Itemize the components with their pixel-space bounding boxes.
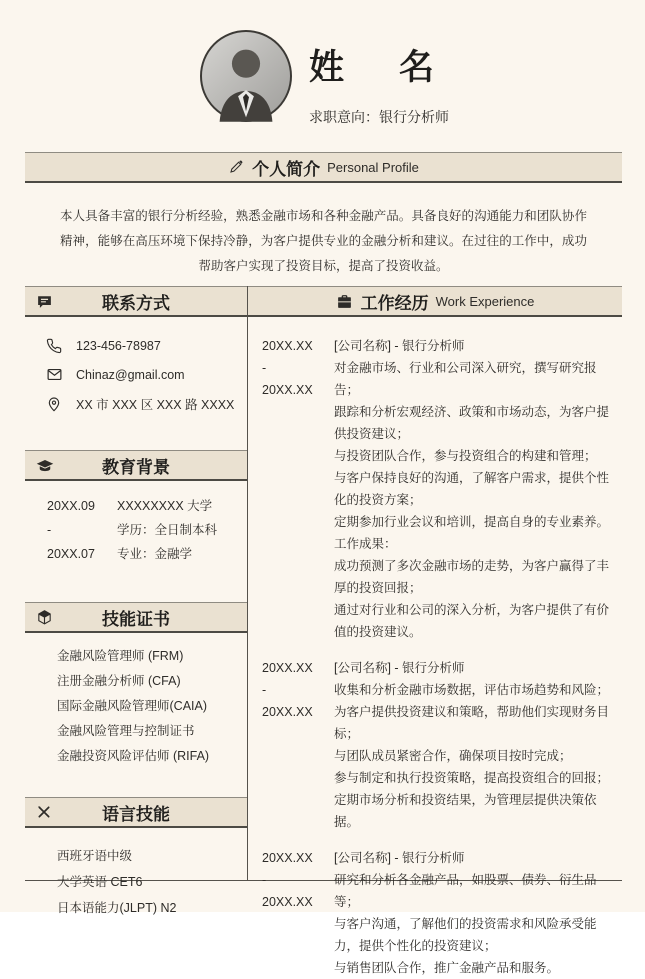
work-duty-line: 对金融市场、行业和公司深入研究，撰写研究报告； [334, 361, 597, 397]
certificate-item: 国际金融风险管理师(CAIA) [57, 699, 208, 713]
contact-row-phone [45, 338, 247, 354]
work-duty-line: 通过对行业和公司的深入分析，为客户提供了有价值的投资建议。 [334, 603, 610, 639]
section-title-en: Personal Profile [327, 159, 419, 175]
education-period-line: - [47, 523, 52, 537]
header [0, 0, 645, 152]
briefcase-icon [336, 293, 353, 310]
graduation-cap-icon [36, 457, 54, 475]
main-columns [25, 286, 622, 975]
contact-row-address [45, 395, 247, 413]
contact-list [25, 317, 247, 438]
section-title: 教育背景 [102, 457, 170, 477]
work-period-line: 20XX.XX [262, 661, 313, 675]
work-period-line: - [262, 683, 267, 697]
work-body [334, 335, 622, 643]
language-item: 大学英语 CET6 [57, 875, 143, 889]
work-period [262, 657, 324, 833]
work-period-line: 20XX.XX [262, 339, 313, 353]
section-certificates-header [25, 602, 247, 633]
language-item: 西班牙语中级 [57, 849, 133, 863]
company-role: [公司名称] - 银行分析师 [334, 661, 465, 675]
right-column [248, 286, 622, 975]
work-entry-1 [262, 335, 622, 643]
work-duty-line: 与客户保持良好的沟通，了解客户需求，提供个性化的投资方案； [334, 471, 610, 507]
work-period-line: 20XX.XX [262, 383, 313, 397]
phone-icon [45, 338, 63, 354]
major: 专业：金融学 [117, 547, 193, 561]
work-duty-line: 跟踪和分析宏观经济、政策和市场动态，为客户提供投资建议； [334, 405, 610, 441]
mail-icon [45, 366, 63, 383]
work-duty-line: 工作成果： [334, 537, 397, 551]
work-duty-line: 收集和分析金融市场数据，评估市场趋势和风险； [334, 683, 610, 697]
work-period-line: 20XX.XX [262, 851, 313, 865]
person-silhouette-icon [202, 32, 290, 120]
pencil-icon [228, 159, 244, 175]
certificate-item: 金融风险管理师 (FRM) [57, 649, 184, 663]
work-duty-line: 为客户提供投资建议和策略，帮助他们实现财务目标； [334, 705, 610, 741]
education-info [117, 494, 217, 566]
work-period-line: 20XX.XX [262, 705, 313, 719]
work-body [334, 847, 622, 979]
section-title: 联系方式 [102, 293, 170, 313]
section-personal-profile-header [25, 152, 622, 183]
section-work-experience-header [248, 286, 622, 317]
work-duty-line: 成功预测了多次金融市场的走势，为客户赢得了丰厚的投资回报； [334, 559, 610, 595]
left-column [25, 286, 248, 915]
language-item: 日本语能力(JLPT) N2 [57, 901, 177, 915]
address: XX 市 XXX 区 XXX 路 XXXX [76, 398, 235, 412]
work-duty-line: 定期参加行业会议和培训，提高自身的专业素养。 [334, 515, 610, 529]
work-period [262, 335, 324, 643]
company-role: [公司名称] - 银行分析师 [334, 851, 465, 865]
phone-number: 123-456-78987 [76, 339, 161, 353]
work-duty-line: 与团队成员紧密合作，确保项目按时完成； [334, 749, 572, 763]
section-contact-header [25, 286, 247, 317]
chat-bubble-icon [36, 293, 53, 310]
work-period-line: - [262, 873, 267, 887]
languages-list [25, 828, 247, 921]
school-name: XXXXXXXX 大学 [117, 499, 213, 513]
email-address: Chinaz@gmail.com [76, 367, 185, 382]
certificate-item: 金融投资风险评估师 (RIFA) [57, 749, 210, 763]
work-duties [334, 679, 609, 833]
work-entry-3 [262, 847, 622, 979]
work-body [334, 657, 622, 833]
education-entry [25, 481, 247, 584]
certificates-list [25, 633, 247, 769]
profile-summary: 本人具备丰富的银行分析经验，熟悉金融市场和各种金融产品。具备良好的沟通能力和团队协作精神，能够在高压环境下保持冷静，为客户提供专业的金融分析和建议。在过往的工作中，成功帮助客户实现了投资目标，提高了投资收益。 [60, 209, 587, 273]
candidate-name: 姓 名 [309, 48, 445, 87]
section-title-en: Work Experience [435, 293, 535, 309]
work-duty-line: 与客户沟通，了解他们的投资需求和风险承受能力，提供个性化的投资建议； [334, 917, 597, 953]
section-title: 技能证书 [102, 609, 170, 629]
work-duty-line: 研究和分析各金融产品，如股票、债券、衍生品等； [334, 873, 597, 909]
work-duty-line: 参与制定和执行投资策略，提高投资组合的回报； [334, 771, 610, 785]
work-duty-line: 与销售团队合作，推广金融产品和服务。 [334, 961, 560, 975]
education-period [47, 494, 105, 566]
section-title-zh: 工作经历 [360, 293, 429, 313]
certificate-item: 注册金融分析师 (CFA) [57, 674, 181, 688]
work-duties [334, 869, 609, 979]
section-title-zh: 个人简介 [252, 159, 321, 179]
degree: 学历：全日制本科 [117, 523, 218, 537]
crossed-tools-icon [36, 804, 52, 820]
work-duty-line: 定期市场分析和投资结果，为管理层提供决策依据。 [334, 793, 597, 829]
education-period-line: 20XX.07 [47, 547, 95, 561]
certificate-item: 金融风险管理与控制证书 [57, 724, 195, 738]
work-period-line: 20XX.XX [262, 895, 313, 909]
contact-row-email [45, 366, 247, 383]
work-entry-2 [262, 657, 622, 833]
company-role: [公司名称] - 银行分析师 [334, 339, 465, 353]
identity-block [309, 30, 449, 127]
job-intent: 求职意向：银行分析师 [309, 109, 449, 125]
section-education-header [25, 450, 247, 481]
section-title: 语言技能 [102, 804, 170, 824]
location-icon [45, 396, 63, 412]
cube-icon [36, 609, 53, 626]
work-period [262, 847, 324, 979]
work-duties [334, 357, 609, 643]
profile-photo [200, 30, 292, 122]
work-period-line: - [262, 361, 267, 375]
work-duty-line: 与投资团队合作，参与投资组合的构建和管理； [334, 449, 597, 463]
section-languages-header [25, 797, 247, 828]
education-period-line: 20XX.09 [47, 499, 95, 513]
